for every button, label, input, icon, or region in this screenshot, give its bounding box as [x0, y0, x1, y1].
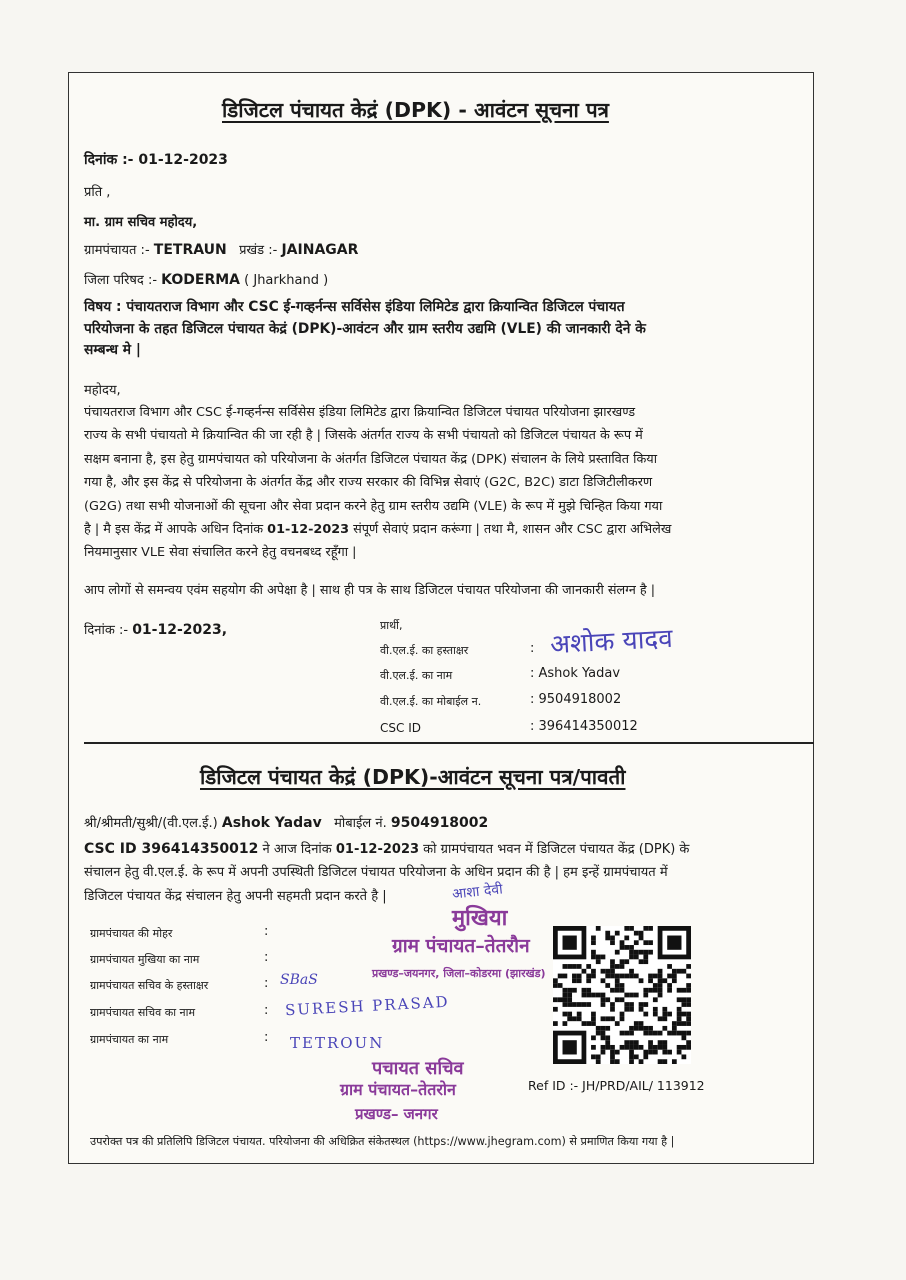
secretary-name-handwritten: SURESH PRASAD [284, 992, 450, 1020]
stamp-mukhiya: मुखिया [452, 905, 508, 931]
vle-name-value: : Ashok Yadav [530, 666, 621, 681]
body-line: राज्य के सभी पंचायतो मे क्रियान्वित की जा रही है | जिसके अंतर्गत राज्य के सभी पंचायतो को डिजिटल पंचायत के रूप में [84, 428, 643, 444]
district-value: KODERMA [161, 272, 241, 288]
mukhiya-signature: आशा देवी [451, 881, 504, 903]
sign-date-line [84, 620, 227, 638]
stamp-row-colon: : [264, 924, 269, 939]
stamp-address: प्रखण्ड–जयनगर, जिला–कोडरमा (झारखंड) [372, 967, 546, 980]
stamp-sachiv: पचायत सचिव [372, 1058, 464, 1079]
footer-note: उपरोक्त पत्र की प्रतिलिपि डिजिटल पंचायत. परियोजना की अधिक्रित संकेतस्थल (https://www.jhegram.com) से प्रमाणित किया गया है | [90, 1135, 675, 1148]
allotment-letter-title: डिजिटल पंचायत केद्रं (DPK) - आवंटन सूचना पत्र [222, 98, 609, 122]
ack-date: 01-12-2023 [335, 842, 420, 857]
acknowledgement-body [84, 838, 810, 908]
sign-date-label: दिनांक :- [84, 623, 129, 638]
csc-id-value: : 396414350012 [530, 719, 638, 734]
request-line: आप लोगों से समन्वय एवंम सहयोग की अपेक्षा है | साथ ही पत्र के साथ डिजिटल पंचायत परियोजना की जानकारी संलग्न है | [84, 583, 656, 598]
secretary-name-row-colon: : [264, 1003, 269, 1018]
block-value: JAINAGAR [281, 242, 359, 258]
body-line [84, 518, 810, 541]
mobile-label: मोबाईल नं. [334, 816, 387, 831]
gram-panchayat-value: TETRAUN [153, 242, 227, 258]
ack-line-2: संचालन हेतु वी.एल.ई. के रूप में अपनी उपस्थिती डिजिटल पंचायत परियोजना के अधिन प्रदान की है | हम इन्हें ग्रामपंचायत में [84, 865, 668, 881]
csc-id-label: CSC ID [380, 721, 421, 735]
vle-signature-label: वी.एल.ई. का हस्ताक्षर [380, 644, 469, 657]
stamp-row-label: ग्रामपंचायत की मोहर [90, 927, 173, 940]
section-divider [84, 742, 814, 744]
vle-signature: अशोक यादव [549, 623, 674, 661]
stamp-block: प्रखण्ड– जनगर [355, 1105, 438, 1123]
state-value: ( Jharkhand ) [244, 273, 329, 288]
body-line: गया है, और इस केंद्र से परियोजना के अंतर्गत केंद्र और राज्य सरकार की विभिन्न सेवाएं (G2C, B2C) डाटा डिजिटीलीकरण [84, 475, 653, 491]
letter-body [84, 401, 810, 565]
secretary-sign-row-label: ग्रामपंचायत सचिव के हस्ताक्षर [90, 979, 209, 992]
gram-panchayat-line [84, 240, 358, 258]
subject-block [84, 297, 804, 362]
mukhiya-row-label: ग्रामपंचायत मुखिया का नाम [90, 953, 200, 966]
district-label: जिला परिषद :- [84, 273, 158, 288]
qr-code-image [553, 926, 691, 1064]
ack-text: ने आज दिनांक [258, 842, 336, 857]
ack-line-1 [84, 838, 810, 861]
stamp-gram-panchayat-2: ग्राम पंचायत–तेतरोन [340, 1080, 456, 1099]
secretary-sign-row-colon: : [264, 976, 269, 991]
body-line: नियमानुसार VLE सेवा संचालित करने हेतु वचनबध्द रहूँगा | [84, 545, 357, 561]
vle-prefix: श्री/श्रीमती/सुश्री/(वी.एल.ई.) [84, 816, 218, 831]
gram-panchayat-label: ग्रामपंचायत :- [84, 243, 150, 258]
body-date: 01-12-2023 [267, 522, 350, 538]
ack-line-3: डिजिटल पंचायत केंद्र संचालन हेतु अपनी सहमती प्रदान करते है | [84, 888, 387, 904]
panchayat-name-row-colon: : [264, 1030, 269, 1045]
vle-mobile-label: वी.एल.ई. का मोबाईल न. [380, 695, 482, 708]
body-text: संपूर्ण सेवाएं प्रदान करूंगा | तथा मै, शासन और CSC द्वारा अभिलेख [349, 522, 672, 538]
sign-date-value: 01-12-2023, [132, 622, 228, 638]
subject-line-3: सम्बन्ध मे | [84, 342, 141, 358]
body-line: (G2G) तथा सभी योजनाओं की सूचना और सेवा प्रदान करने हेतु ग्राम स्तरीय उद्यमि (VLE) के रूप में मुझे चिन्हित किया गया [84, 498, 663, 514]
district-line [84, 270, 328, 288]
qr-code [553, 926, 691, 1064]
secretary-name-row-label: ग्रामपंचायत सचिव का नाम [90, 1006, 196, 1019]
stamp-gram-panchayat: ग्राम पंचायत–तेतरौन [392, 935, 530, 957]
prarthi-text: प्रार्थी, [380, 619, 403, 632]
letter-date: दिनांक :- 01-12-2023 [84, 152, 228, 168]
mukhiya-row-colon: : [264, 950, 269, 965]
subject-line-1: विषय : पंचायतराज विभाग और CSC ई-गव्हर्नन्स सर्विसेस इंडिया लिमिटेड द्वारा क्रियान्वित डिजिटल पंचायत [84, 299, 625, 315]
vle-name: Ashok Yadav [221, 815, 322, 831]
addressee: मा. ग्राम सचिव महोदय, [84, 215, 198, 230]
body-line: सक्षम बनाना है, इस हेतु ग्रामपंचायत को परियोजना के अंतर्गत डिजिटल पंचायत केंद्र (DPK) संचालन के लिये प्रस्तावित किया [84, 451, 658, 467]
block-label: प्रखंड :- [239, 243, 278, 258]
vle-identity-line [84, 813, 488, 831]
acknowledgement-title: डिजिटल पंचायत केद्रं (DPK)-आवंटन सूचना पत्र/पावती [200, 765, 626, 789]
subject-line-2: परियोजना के तहत डिजिटल पंचायत केद्रं (DPK)-आवंटन और ग्राम स्तरीय उद्यमि (VLE) की जानकारी देने के [84, 320, 646, 337]
panchayat-name-row-label: ग्रामपंचायत का नाम [90, 1033, 169, 1046]
vle-name-label: वी.एल.ई. का नाम [380, 669, 453, 682]
vle-mobile-value: : 9504918002 [530, 692, 622, 707]
prati-text: प्रति , [84, 185, 111, 200]
ref-id: Ref ID :- JH/PRD/AIL/ 113912 [528, 1078, 705, 1093]
secretary-signature: SBaS [280, 972, 318, 988]
body-line: पंचायतराज विभाग और CSC ई-गव्हर्नन्स सर्विसेस इंडिया लिमिटेड द्वारा क्रियान्वित डिजिटल पंचायत परियोजना झारखण्ड [84, 405, 636, 420]
ack-text: को ग्रामपंचायत भवन में डिजिटल पंचायत केंद्र (DPK) के [419, 842, 690, 857]
vle-signature-colon: : [530, 641, 535, 656]
ack-csc-id: CSC ID 396414350012 [84, 841, 259, 857]
salutation: महोदय, [84, 383, 121, 398]
panchayat-name-handwritten: TETROUN [290, 1034, 385, 1052]
mobile-value: 9504918002 [390, 815, 489, 831]
body-text: है | मै इस केंद्र में आपके अधिन दिनांक [84, 522, 268, 538]
